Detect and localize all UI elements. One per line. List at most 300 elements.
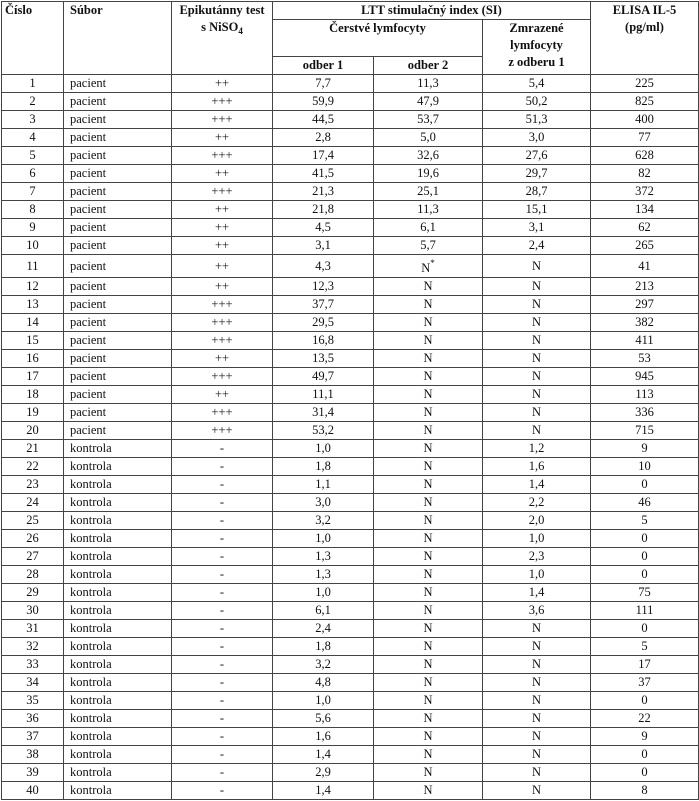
group-cell — [64, 368, 172, 386]
odber-1-cell-value: 1,0 — [315, 441, 331, 455]
row-number-cell — [2, 111, 64, 129]
group-cell-value: pacient — [70, 202, 107, 216]
group-cell-value: kontrola — [70, 747, 112, 761]
group-cell — [64, 404, 172, 422]
group-cell — [64, 147, 172, 165]
elisa-il5-cell-value: 10 — [638, 459, 651, 473]
odber-1-cell — [273, 692, 374, 710]
zmrazene-cell-value: 2,2 — [528, 495, 545, 509]
row-number-cell-value: 3 — [29, 112, 36, 126]
odber-1-cell-value: 31,4 — [312, 405, 334, 419]
epicutaneous-test-cell-value: - — [219, 639, 225, 653]
row-number-cell-value: 7 — [29, 184, 36, 198]
zmrazene-cell-value: N — [531, 297, 542, 311]
zmrazene-cell — [483, 165, 591, 183]
zmrazene-cell — [483, 710, 591, 728]
group-cell-value: kontrola — [70, 477, 112, 491]
row-number-cell — [2, 548, 64, 566]
elisa-il5-cell-value: 37 — [638, 675, 651, 689]
group-cell — [64, 422, 172, 440]
epicutaneous-test-cell — [172, 93, 273, 111]
odber-2-cell — [374, 548, 483, 566]
epicutaneous-test-cell-value: +++ — [211, 184, 233, 198]
epicutaneous-test-cell — [172, 111, 273, 129]
row-number-cell — [2, 440, 64, 458]
odber-1-cell — [273, 219, 374, 237]
row-number-cell — [2, 129, 64, 147]
odber-2-cell-value: N — [423, 639, 433, 653]
zmrazene-cell — [483, 548, 591, 566]
epicutaneous-test-cell — [172, 746, 273, 764]
odber-1-cell-value: 3,2 — [315, 513, 331, 527]
row-number-cell — [2, 201, 64, 219]
odber-2-cell — [374, 129, 483, 147]
group-cell-value: pacient — [70, 148, 107, 162]
odber-2-cell — [374, 296, 483, 314]
zmrazene-cell-value: 3,6 — [528, 603, 545, 617]
zmrazene-cell — [483, 512, 591, 530]
odber-2-cell — [374, 782, 483, 800]
zmrazene-cell-value: 1,0 — [528, 531, 545, 545]
elisa-il5-cell — [591, 782, 699, 800]
group-cell-value: kontrola — [70, 603, 112, 617]
odber-1-cell — [273, 350, 374, 368]
zmrazene-cell-value: N — [531, 711, 542, 725]
group-cell — [64, 782, 172, 800]
odber-1-cell-value: 1,0 — [315, 531, 331, 545]
epicutaneous-test-cell-value: ++ — [214, 130, 230, 144]
epicutaneous-test-cell-value: - — [219, 513, 225, 527]
table-row — [2, 368, 699, 386]
elisa-il5-cell — [591, 219, 699, 237]
odber-1-cell — [273, 746, 374, 764]
epicutaneous-test-cell — [172, 165, 273, 183]
odber-1-cell — [273, 710, 374, 728]
row-number-cell-value: 10 — [26, 238, 39, 252]
zmrazene-cell — [483, 692, 591, 710]
group-cell-value: pacient — [70, 238, 107, 252]
odber-1-cell-value: 16,8 — [312, 333, 334, 347]
zmrazene-cell — [483, 494, 591, 512]
zmrazene-cell-value: 1,4 — [528, 585, 545, 599]
group-cell — [64, 458, 172, 476]
row-number-cell-value: 1 — [29, 76, 36, 90]
table-row — [2, 237, 699, 255]
odber-1-cell-value: 21,8 — [312, 202, 334, 216]
epicutaneous-test-cell — [172, 530, 273, 548]
odber-2-cell-value: N — [423, 531, 433, 545]
odber-1-cell-value: 7,7 — [315, 76, 331, 90]
elisa-il5-cell — [591, 165, 699, 183]
odber-2-cell — [374, 93, 483, 111]
table-row — [2, 440, 699, 458]
row-number-cell-value: 38 — [26, 747, 39, 761]
epicutaneous-test-cell-value: - — [219, 585, 225, 599]
elisa-il5-cell-value: 411 — [635, 333, 654, 347]
row-number-cell-value: 30 — [26, 603, 39, 617]
odber-1-cell — [273, 296, 374, 314]
odber-2-cell-value: N — [423, 405, 433, 419]
odber-1-cell-value: 1,4 — [315, 747, 331, 761]
odber-1-cell-value: 2,4 — [315, 621, 331, 635]
zmrazene-cell-value: 2,0 — [528, 513, 545, 527]
elisa-il5-cell-value: 62 — [638, 220, 651, 234]
row-number-cell — [2, 237, 64, 255]
odber-2-cell — [374, 638, 483, 656]
odber-2-cell-value: N — [423, 603, 433, 617]
row-number-cell — [2, 296, 64, 314]
odber-1-cell-value: 3,0 — [315, 495, 331, 509]
row-number-cell — [2, 458, 64, 476]
elisa-il5-cell-value: 715 — [635, 423, 654, 437]
odber-2-cell — [374, 368, 483, 386]
elisa-il5-cell-value: 336 — [635, 405, 654, 419]
odber-1-cell-value: 1,0 — [315, 585, 331, 599]
odber-2-cell-value: N — [423, 459, 433, 473]
group-cell — [64, 111, 172, 129]
zmrazene-cell — [483, 183, 591, 201]
table-row — [2, 219, 699, 237]
zmrazene-cell — [483, 201, 591, 219]
epicutaneous-test-cell — [172, 422, 273, 440]
zmrazene-cell-value: 5,4 — [528, 76, 545, 90]
elisa-il5-cell-value: 41 — [638, 258, 651, 273]
elisa-il5-cell-value: 9 — [641, 441, 648, 455]
odber-1-cell — [273, 602, 374, 620]
odber-2-cell — [374, 201, 483, 219]
row-number-cell — [2, 386, 64, 404]
group-cell-value: pacient — [70, 166, 107, 180]
elisa-il5-cell — [591, 129, 699, 147]
group-cell-value: pacient — [70, 279, 107, 293]
row-number-cell-value: 29 — [26, 585, 39, 599]
odber-2-cell-value: N — [423, 657, 433, 671]
zmrazene-cell — [483, 584, 591, 602]
epicutaneous-test-cell-value: - — [219, 765, 225, 779]
elisa-il5-cell-value: 77 — [638, 130, 651, 144]
zmrazene-cell — [483, 728, 591, 746]
zmrazene-cell-value: 1,2 — [528, 441, 545, 455]
header-cislo: Číslo — [2, 2, 64, 75]
epicutaneous-test-cell — [172, 278, 273, 296]
odber-2-cell — [374, 165, 483, 183]
group-cell-value: pacient — [70, 76, 107, 90]
elisa-il5-cell-value: 22 — [638, 711, 651, 725]
table-row — [2, 764, 699, 782]
group-cell — [64, 674, 172, 692]
group-cell — [64, 129, 172, 147]
zmrazene-cell — [483, 458, 591, 476]
group-cell — [64, 728, 172, 746]
row-number-cell-value: 16 — [26, 351, 39, 365]
epicutaneous-test-cell — [172, 75, 273, 93]
group-cell-value: pacient — [70, 94, 107, 108]
row-number-cell — [2, 368, 64, 386]
elisa-il5-cell-value: 0 — [641, 765, 648, 779]
group-cell — [64, 201, 172, 219]
odber-2-cell-value: N — [423, 441, 433, 455]
table-row — [2, 111, 699, 129]
elisa-il5-cell — [591, 746, 699, 764]
odber-2-cell — [374, 440, 483, 458]
row-number-cell-value: 23 — [26, 477, 39, 491]
group-cell — [64, 440, 172, 458]
group-cell-value: pacient — [70, 112, 107, 126]
row-number-cell — [2, 674, 64, 692]
epicutaneous-test-cell-value: ++ — [214, 279, 230, 293]
elisa-il5-cell-value: 372 — [635, 184, 654, 198]
zmrazene-cell — [483, 350, 591, 368]
row-number-cell-value: 13 — [26, 297, 39, 311]
row-number-cell — [2, 638, 64, 656]
table-row — [2, 183, 699, 201]
epicutaneous-test-cell — [172, 255, 273, 278]
odber-2-cell — [374, 458, 483, 476]
zmrazene-cell — [483, 386, 591, 404]
group-cell — [64, 656, 172, 674]
odber-1-cell — [273, 165, 374, 183]
odber-1-cell — [273, 530, 374, 548]
header-zmrazene-line3: z odberu 1 — [508, 55, 565, 69]
header-zmrazene-line2: lymfocyty — [510, 38, 563, 52]
epicutaneous-test-cell-value: - — [219, 675, 225, 689]
group-cell-value: kontrola — [70, 459, 112, 473]
group-cell-value: kontrola — [70, 783, 112, 797]
table-row — [2, 386, 699, 404]
elisa-il5-cell — [591, 350, 699, 368]
epicutaneous-test-cell — [172, 620, 273, 638]
table-row — [2, 422, 699, 440]
odber-1-cell — [273, 476, 374, 494]
odber-1-cell — [273, 674, 374, 692]
group-cell-value: pacient — [70, 369, 107, 383]
elisa-il5-cell — [591, 111, 699, 129]
epicutaneous-test-cell — [172, 314, 273, 332]
group-cell — [64, 638, 172, 656]
epicutaneous-test-cell-value: - — [219, 549, 225, 563]
epicutaneous-test-cell-value: +++ — [211, 148, 233, 162]
group-cell-value: pacient — [70, 184, 107, 198]
elisa-il5-cell — [591, 93, 699, 111]
header-epikutanny-test — [172, 2, 273, 75]
elisa-il5-cell — [591, 422, 699, 440]
elisa-il5-cell-value: 53 — [638, 351, 651, 365]
odber-2-cell — [374, 255, 483, 278]
zmrazene-cell-value: 15,1 — [525, 202, 548, 216]
epicutaneous-test-cell-value: - — [219, 783, 225, 797]
epicutaneous-test-cell — [172, 458, 273, 476]
group-cell-value: kontrola — [70, 639, 112, 653]
zmrazene-cell-value: N — [531, 729, 542, 743]
zmrazene-cell-value: N — [531, 693, 542, 707]
epicutaneous-test-cell-value: +++ — [211, 315, 233, 329]
odber-2-cell-value: N — [423, 297, 433, 311]
zmrazene-cell-value: N — [531, 621, 542, 635]
zmrazene-cell-value: 29,7 — [525, 166, 548, 180]
odber-1-cell-value: 13,5 — [312, 351, 334, 365]
group-cell — [64, 93, 172, 111]
elisa-il5-cell — [591, 296, 699, 314]
header-elisa — [591, 2, 699, 75]
odber-2-cell — [374, 332, 483, 350]
zmrazene-cell — [483, 620, 591, 638]
table-row — [2, 638, 699, 656]
table-row — [2, 404, 699, 422]
zmrazene-cell-value: N — [531, 657, 542, 671]
epicutaneous-test-cell — [172, 584, 273, 602]
elisa-il5-cell-value: 113 — [635, 387, 654, 401]
odber-1-cell — [273, 494, 374, 512]
group-cell-value: pacient — [70, 387, 107, 401]
zmrazene-cell-value: N — [531, 315, 542, 329]
row-number-cell — [2, 620, 64, 638]
epicutaneous-test-cell-value: +++ — [211, 333, 233, 347]
group-cell-value: pacient — [70, 315, 107, 329]
elisa-il5-cell-value: 75 — [638, 585, 651, 599]
zmrazene-cell — [483, 746, 591, 764]
elisa-il5-cell — [591, 728, 699, 746]
odber-1-cell-value: 53,2 — [312, 423, 334, 437]
zmrazene-cell — [483, 638, 591, 656]
odber-2-cell-value: N — [423, 621, 433, 635]
group-cell-value: pacient — [70, 297, 107, 311]
odber-1-cell-value: 1,0 — [315, 693, 331, 707]
group-cell — [64, 584, 172, 602]
row-number-cell-value: 22 — [26, 459, 39, 473]
zmrazene-cell — [483, 93, 591, 111]
zmrazene-cell-value: N — [531, 765, 542, 779]
epicutaneous-test-cell-value: - — [219, 711, 225, 725]
odber-1-cell-value: 6,1 — [315, 603, 331, 617]
epicutaneous-test-cell-value: - — [219, 621, 225, 635]
elisa-il5-cell-value: 225 — [635, 76, 654, 90]
elisa-il5-cell-value: 0 — [641, 477, 648, 491]
odber-2-cell — [374, 237, 483, 255]
zmrazene-cell-value: N — [531, 333, 542, 347]
group-cell — [64, 296, 172, 314]
zmrazene-cell — [483, 111, 591, 129]
odber-1-cell-value: 11,1 — [312, 387, 334, 401]
odber-2-cell — [374, 494, 483, 512]
row-number-cell — [2, 764, 64, 782]
zmrazene-cell-value: N — [531, 747, 542, 761]
odber-2-cell-value: N — [423, 315, 433, 329]
row-number-cell — [2, 165, 64, 183]
odber-1-cell-value: 59,9 — [312, 94, 334, 108]
elisa-il5-cell — [591, 278, 699, 296]
elisa-il5-cell-value: 8 — [641, 783, 648, 797]
elisa-il5-cell-value: 82 — [638, 166, 651, 180]
group-cell — [64, 332, 172, 350]
epicutaneous-test-cell — [172, 386, 273, 404]
elisa-il5-cell — [591, 404, 699, 422]
elisa-il5-cell-value: 0 — [641, 549, 648, 563]
table-row — [2, 656, 699, 674]
elisa-il5-cell — [591, 201, 699, 219]
row-number-cell-value: 2 — [29, 94, 36, 108]
epicutaneous-test-cell — [172, 764, 273, 782]
epicutaneous-test-cell — [172, 129, 273, 147]
group-cell — [64, 278, 172, 296]
odber-2-cell-value: 32,6 — [417, 148, 439, 162]
epicutaneous-test-cell-value: - — [219, 603, 225, 617]
odber-2-cell — [374, 764, 483, 782]
odber-1-cell — [273, 237, 374, 255]
elisa-il5-cell — [591, 386, 699, 404]
group-cell-value: pacient — [70, 333, 107, 347]
zmrazene-cell — [483, 782, 591, 800]
odber-1-cell-value: 44,5 — [312, 112, 334, 126]
epicutaneous-test-cell-value: +++ — [211, 369, 233, 383]
group-cell — [64, 237, 172, 255]
elisa-il5-cell-value: 0 — [641, 621, 648, 635]
group-cell — [64, 386, 172, 404]
odber-2-cell — [374, 584, 483, 602]
epicutaneous-test-cell — [172, 494, 273, 512]
elisa-il5-cell — [591, 494, 699, 512]
zmrazene-cell-value: 1,4 — [528, 477, 545, 491]
odber-1-cell — [273, 620, 374, 638]
epicutaneous-test-cell-value: - — [219, 459, 225, 473]
odber-1-cell — [273, 782, 374, 800]
zmrazene-cell — [483, 422, 591, 440]
group-cell-value: pacient — [70, 220, 107, 234]
zmrazene-cell — [483, 476, 591, 494]
group-cell — [64, 219, 172, 237]
row-number-cell-value: 33 — [26, 657, 39, 671]
group-cell — [64, 764, 172, 782]
table-row — [2, 674, 699, 692]
epicutaneous-test-cell-value: +++ — [211, 94, 233, 108]
row-number-cell — [2, 656, 64, 674]
odber-2-cell-value: N — [423, 675, 433, 689]
group-cell-value: kontrola — [70, 549, 112, 563]
epicutaneous-test-cell-value: +++ — [211, 112, 233, 126]
odber-2-cell-value: N — [423, 513, 433, 527]
odber-2-cell-value: N — [423, 333, 433, 347]
elisa-il5-cell — [591, 512, 699, 530]
odber-2-cell-value: N — [423, 693, 433, 707]
group-cell-value: kontrola — [70, 729, 112, 743]
table-row — [2, 476, 699, 494]
row-number-cell — [2, 147, 64, 165]
elisa-il5-cell-value: 5 — [641, 513, 648, 527]
odber-2-cell-value: N — [423, 729, 433, 743]
row-number-cell-value: 21 — [26, 441, 39, 455]
epicutaneous-test-cell — [172, 350, 273, 368]
odber-1-cell — [273, 386, 374, 404]
group-cell — [64, 512, 172, 530]
epicutaneous-test-cell-value: - — [219, 477, 225, 491]
row-number-cell-value: 19 — [26, 405, 39, 419]
header-zmrazene-line1: Zmrazené — [509, 21, 564, 35]
row-number-cell — [2, 512, 64, 530]
epicutaneous-test-cell-value: ++ — [214, 351, 230, 365]
elisa-il5-cell-value: 0 — [641, 747, 648, 761]
row-number-cell-value: 15 — [26, 333, 39, 347]
row-number-cell-value: 39 — [26, 765, 39, 779]
zmrazene-cell-value: 2,4 — [528, 238, 545, 252]
group-cell-value: kontrola — [70, 675, 112, 689]
table-row — [2, 458, 699, 476]
epicutaneous-test-cell-value: ++ — [214, 220, 230, 234]
odber-1-cell-value: 3,2 — [315, 657, 331, 671]
odber-2-cell-value: 19,6 — [417, 166, 439, 180]
epicutaneous-test-cell-value: ++ — [214, 238, 230, 252]
elisa-il5-cell-value: 0 — [641, 567, 648, 581]
odber-1-cell-value: 17,4 — [312, 148, 334, 162]
group-cell-value: kontrola — [70, 621, 112, 635]
